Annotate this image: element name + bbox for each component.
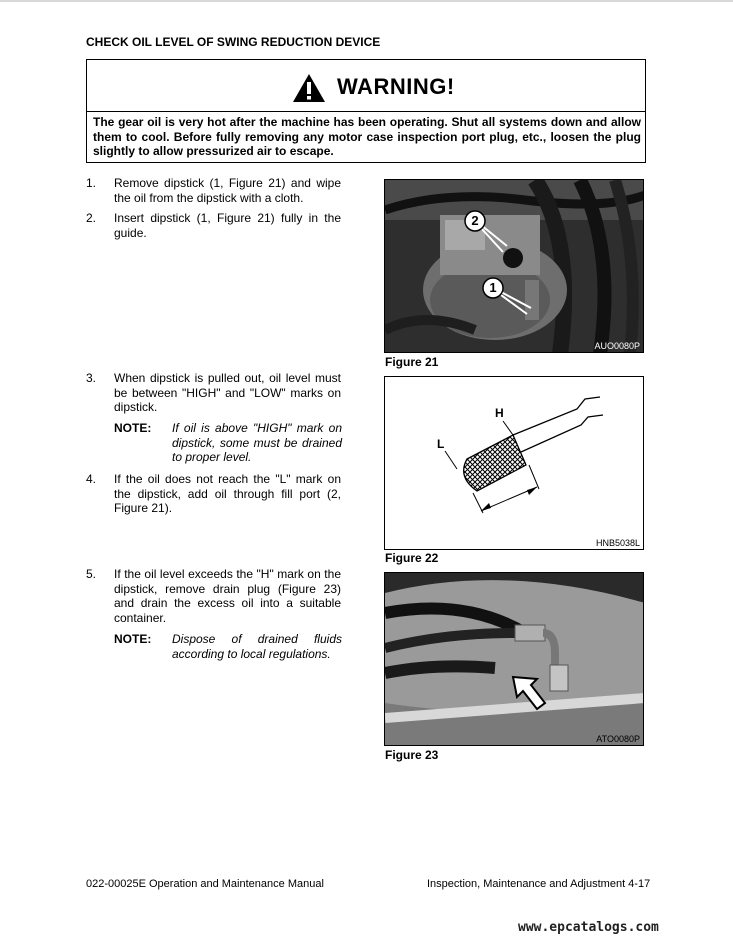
step-number: 5. xyxy=(86,567,97,581)
note-label: NOTE: xyxy=(114,421,152,435)
figure-code: HNB5038L xyxy=(595,538,640,548)
step-number: 3. xyxy=(86,371,97,385)
warning-header xyxy=(87,60,645,111)
figure-23-photo xyxy=(384,572,644,746)
step-text: Insert dipstick (1, Figure 21) fully in the guide. xyxy=(114,211,341,240)
step-text: Remove dipstick (1, Figure 21) and wipe the oil from the dipstick with a cloth. xyxy=(114,176,341,205)
step-text: If the oil level exceeds the "H" mark on the dipstick, remove drain plug (Figure 23) and drain the excess oil into a suitable container. xyxy=(114,567,341,625)
warning-triangle-icon xyxy=(292,73,326,103)
swing-motor-photo-image xyxy=(385,180,644,353)
section-title: CHECK OIL LEVEL OF SWING REDUCTION DEVICE xyxy=(86,35,381,49)
footer-page-number: Inspection, Maintenance and Adjustment 4-17 xyxy=(427,878,651,890)
note-text: If oil is above "HIGH" mark on dipstick, some must be drained to proper level. xyxy=(172,421,342,464)
step-text: When dipstick is pulled out, oil level must be between "HIGH" and "LOW" marks on dipstick. xyxy=(114,371,341,414)
warning-heading: WARNING! xyxy=(337,74,455,99)
callout-1: 1 xyxy=(489,280,497,295)
warning-text: The gear oil is very hot after the machine has been operating. Shut all systems down and allow them to cool. Before fully removing any motor case inspection port plug, etc., loosen the plug slightly to allow pressurized air to escape. xyxy=(93,115,641,158)
figure-code: ATO0080P xyxy=(596,734,640,744)
note-label: NOTE: xyxy=(114,632,152,646)
step-text: If the oil does not reach the "L" mark on the dipstick, add oil through fill port (2, Figure 21). xyxy=(114,472,341,515)
step-number: 2. xyxy=(86,211,97,225)
figure-code: AUO0080P xyxy=(594,341,640,351)
label-h: H xyxy=(495,406,504,420)
callout-2: 2 xyxy=(471,213,479,228)
label-l: L xyxy=(437,437,445,451)
figure-22-caption: Figure 22 xyxy=(385,551,439,565)
drain-plug-photo-image xyxy=(385,573,644,746)
footer-manual-title: 022-00025E Operation and Maintenance Manual xyxy=(86,878,324,890)
dipstick-diagram-image xyxy=(385,377,644,550)
figure-21-photo xyxy=(384,179,644,353)
page-top-border xyxy=(0,0,733,2)
step-number: 4. xyxy=(86,472,97,486)
watermark: www.epcatalogs.com xyxy=(518,920,659,935)
warning-box xyxy=(86,59,646,163)
note-text: Dispose of drained fluids according to local regulations. xyxy=(172,632,342,661)
warning-divider xyxy=(87,111,645,112)
figure-21-caption: Figure 21 xyxy=(385,355,439,369)
step-number: 1. xyxy=(86,176,97,190)
figure-23-caption: Figure 23 xyxy=(385,748,439,762)
figure-22-diagram xyxy=(384,376,644,550)
